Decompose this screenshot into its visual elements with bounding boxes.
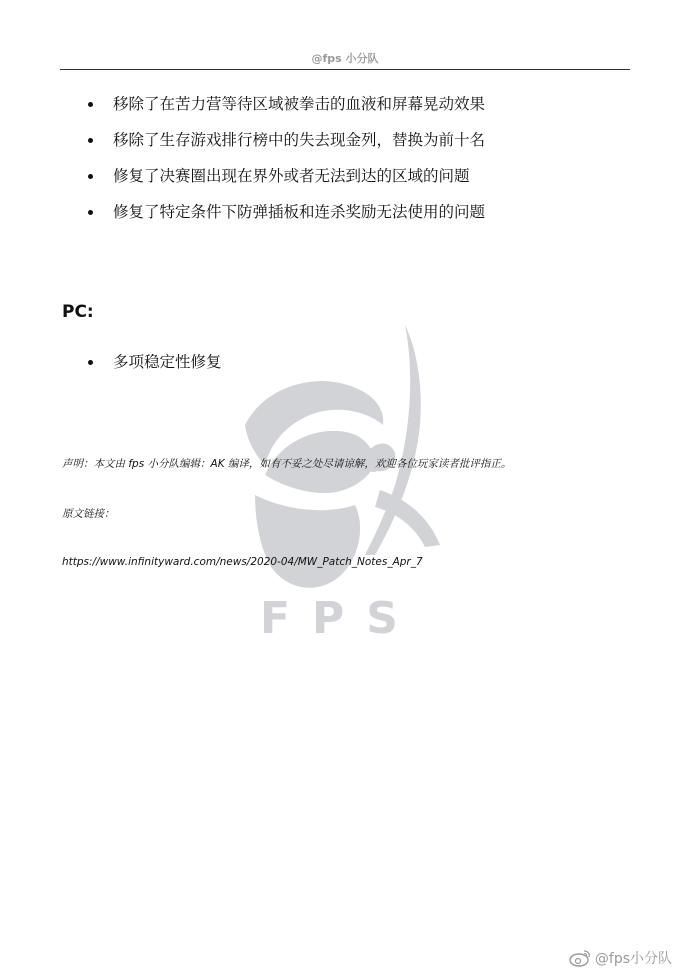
list-item — [0, 129, 690, 165]
source-link-label: 原文链接： — [62, 508, 115, 520]
list-item-text: 多项稳定性修复 — [113, 353, 222, 371]
source-link[interactable]: https://www.infinityward.com/news/2020-04/MW_Patch_Notes_Apr_7 — [62, 556, 423, 568]
list-item-text: 修复了决赛圈出现在界外或者无法到达的区域的问题 — [113, 167, 470, 185]
weibo-handle: @fps小分队 — [594, 951, 672, 967]
bullet-icon — [88, 360, 93, 365]
bullet-icon — [88, 210, 93, 215]
bullet-icon — [88, 138, 93, 143]
list-item — [0, 93, 690, 129]
weibo-icon — [569, 949, 591, 967]
pc-notes-list — [0, 351, 690, 375]
list-item-text: 移除了生存游戏排行榜中的失去现金列，替换为前十名 — [113, 131, 486, 149]
list-item-text: 移除了在苦力营等待区域被拳击的血液和屏幕晃动效果 — [113, 95, 486, 113]
disclaimer-statement: 声明：本文由 fps 小分队编辑：AK 编译，如有不妥之处尽请谅解，欢迎各位玩家读者批评指正。 — [62, 458, 512, 470]
bullet-icon — [88, 174, 93, 179]
list-item — [0, 351, 690, 375]
patch-notes-list — [0, 93, 690, 237]
list-item — [0, 165, 690, 201]
list-item — [0, 201, 690, 237]
weibo-watermark — [569, 948, 672, 968]
header-divider — [60, 69, 630, 70]
pc-section-heading: PC: — [62, 302, 94, 322]
bullet-icon — [88, 102, 93, 107]
watermark-text: FPS — [260, 593, 420, 644]
list-item-text: 修复了特定条件下防弹插板和连杀奖励无法使用的问题 — [113, 203, 486, 221]
page-header: @fps 小分队 — [311, 52, 379, 65]
